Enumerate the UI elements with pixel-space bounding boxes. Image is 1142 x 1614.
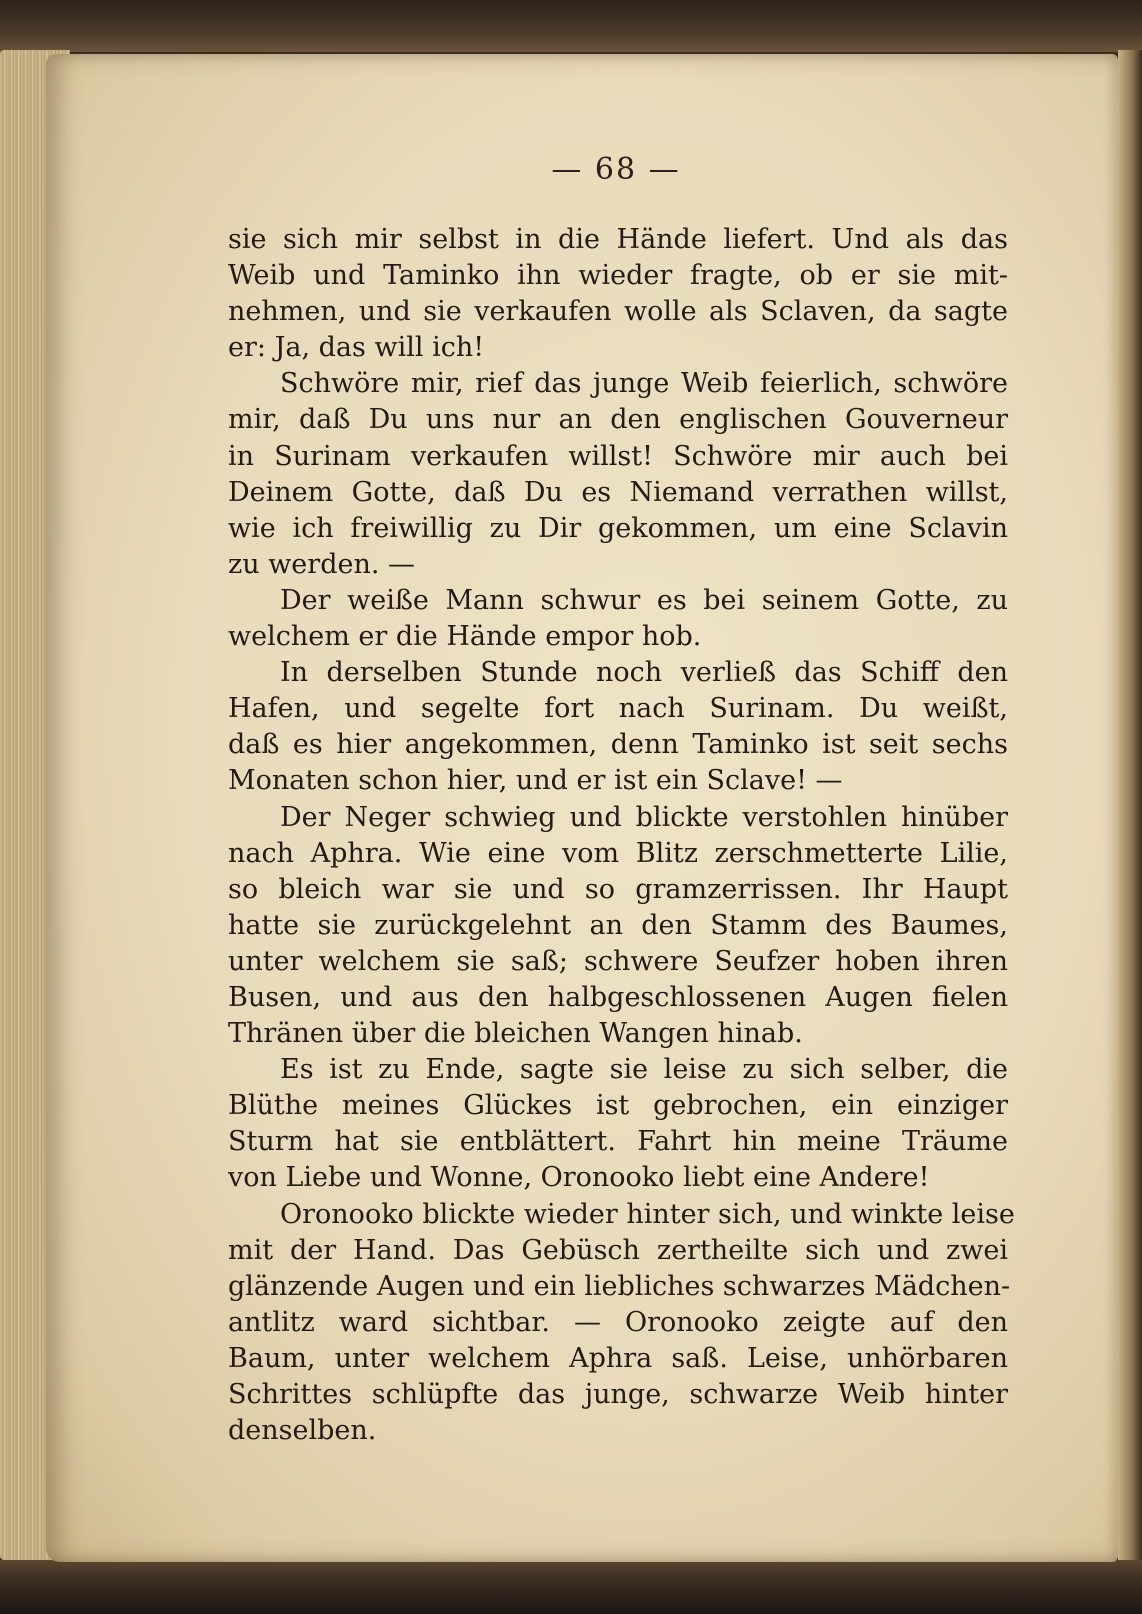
text-line: zu werden. — [228,548,416,580]
text-line: er: Ja, das will ich! [228,332,485,364]
text-line: Oronooko blickte wieder hinter sich, und winkte leise [280,1198,1015,1230]
text-line: mit der Hand. Das Gebüsch zertheilte sich und zwei [228,1234,1008,1266]
text-line: Der Neger schwieg und blickte verstohlen hinüber [280,801,1008,833]
text-line: in Surinam verkaufen willst! Schwöre mir auch bei [228,440,1008,472]
text-line: Hafen, und segelte fort nach Surinam. Du weißt, [228,693,1008,725]
text-line: wie ich freiwillig zu Dir gekommen, um eine Sclavin [228,512,1008,544]
text-line: nach Aphra. Wie eine vom Blitz zerschmetterte Lilie, [228,837,1008,869]
text-line: von Liebe und Wonne, Oronooko liebt eine Andere! [228,1162,930,1194]
text-line: Busen, und aus den halbgeschlossenen Augen fielen [228,981,1008,1013]
text-line: Thränen über die bleichen Wangen hinab. [228,1018,803,1050]
text-line: Weib und Taminko ihn wieder fragte, ob er sie mit- [228,260,1008,292]
book-top-edge [0,0,1142,52]
text-line: hatte sie zurückgelehnt an den Stamm des Baumes, [228,909,1008,941]
text-line: glänzende Augen und ein liebliches schwarzes Mädchen- [228,1270,1011,1302]
text-line: Der weiße Mann schwur es bei seinem Gotte, zu [280,584,1008,616]
book-bottom-edge [0,1560,1142,1614]
body-text [228,222,1015,1449]
text-line: denselben. [228,1415,377,1447]
text-line: mir, daß Du uns nur an den englischen Gouverneur [228,404,1008,436]
text-line: Schrittes schlüpfte das junge, schwarze Weib hinter [228,1379,1008,1410]
text-line: so bleich war sie und so gramzerrissen. Ihr Haupt [228,873,1008,905]
text-line: Blüthe meines Glückes ist gebrochen, ein einziger [228,1090,1008,1122]
text-line: Es ist zu Ende, sagte sie leise zu sich selber, die [280,1054,1008,1086]
text-line: Monaten schon hier, und er ist ein Sclave! — [228,765,843,797]
text-line: In derselben Stunde noch verließ das Schiff den [280,657,1008,689]
text-line: welchem er die Hände empor hob. [228,621,702,653]
text-line: Schwöre mir, rief das junge Weib feierlich, schwöre [280,368,1008,400]
page-number: — 68 — [551,152,681,187]
text-line: Deinem Gotte, daß Du es Niemand verrathen willst, [228,476,1008,508]
text-line: nehmen, und sie verkaufen wolle als Sclaven, da sagte [228,296,1008,328]
text-line: Baum, unter welchem Aphra saß. Leise, unhörbaren [228,1342,1008,1374]
text-line: unter welchem sie saß; schwere Seufzer hoben ihren [228,945,1008,977]
text-line: daß es hier angekommen, denn Taminko ist seit sechs [228,729,1008,761]
book-right-edge [1118,50,1142,1565]
text-line: antlitz ward sichtbar. — Oronooko zeigte auf den [228,1306,1008,1338]
text-line: Sturm hat sie entblättert. Fahrt hin meine Träume [228,1126,1008,1158]
text-line: sie sich mir selbst in die Hände liefert. Und als das [228,224,1008,255]
